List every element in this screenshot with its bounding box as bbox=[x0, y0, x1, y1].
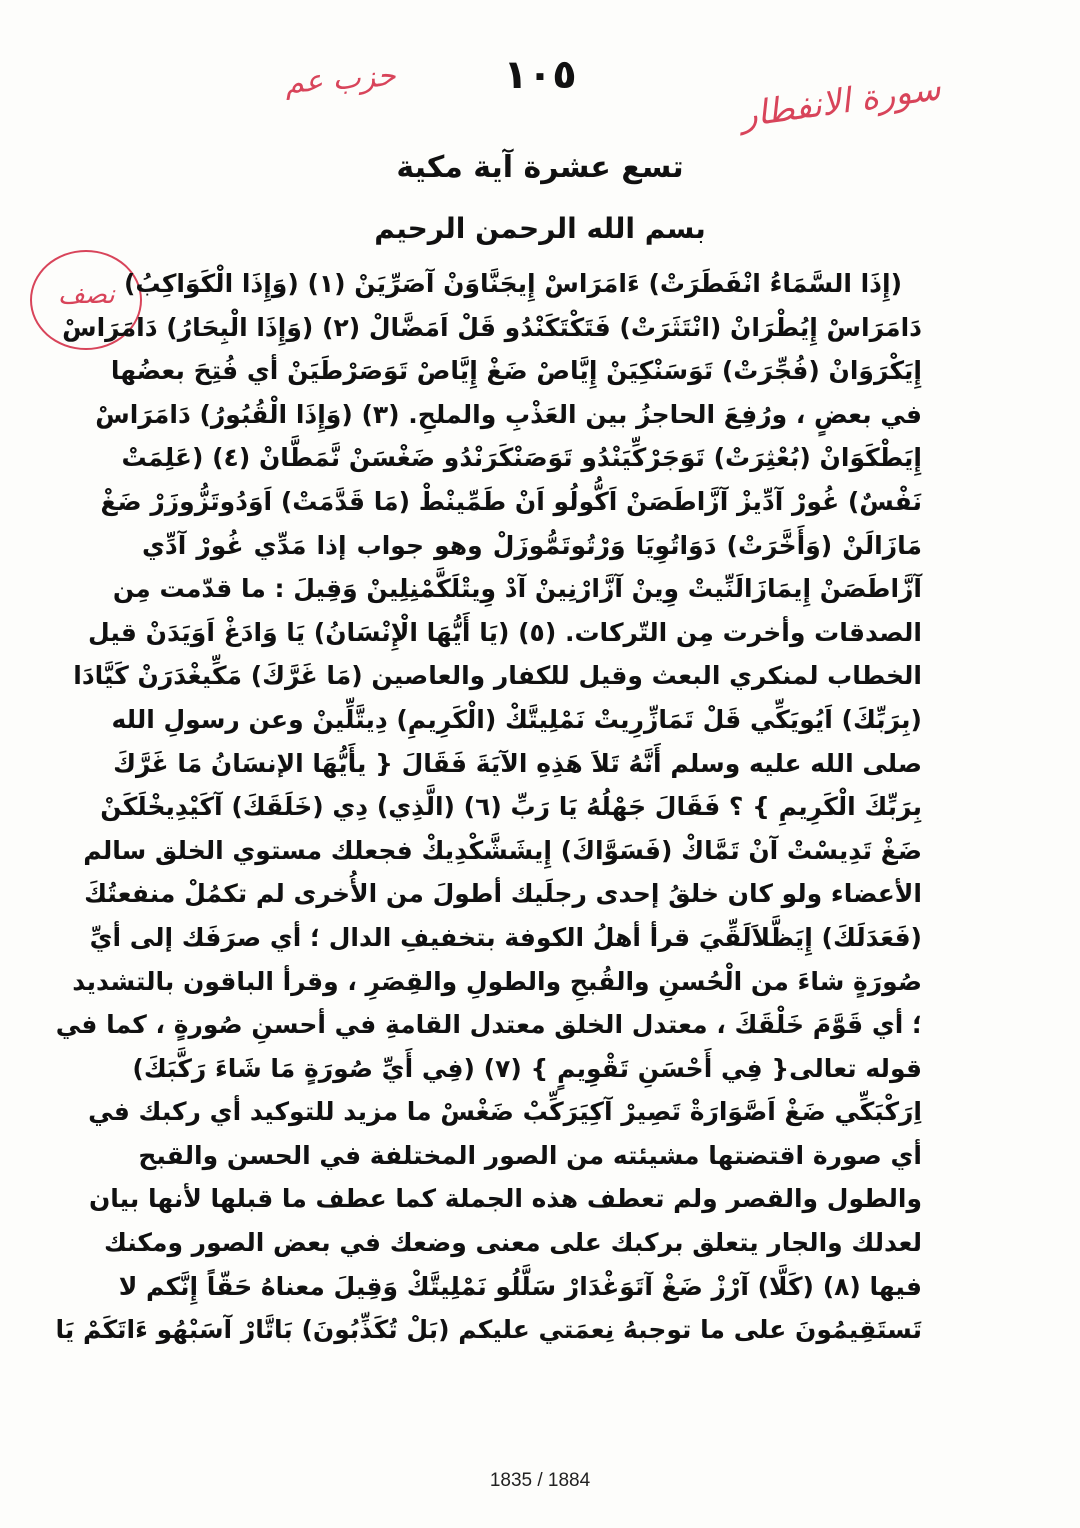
text-line: في بعضٍ ، ورُفِعَ الحاجزُ بين العَذْبِ والملحِ. (٣) (وَإِذَا الْقُبُورُ) دَامَرَاسْ bbox=[95, 399, 922, 429]
text-line: بِرَبِّكَ الْكَرِيمِ } ؟ فَقَالَ جَهْلُهُ يَا رَبِّ (٦) (الَّذِي) دِي (خَلَقَكَ) آكَيْدِيخْلَكَنْ bbox=[100, 792, 922, 822]
text-line: اِرَكْبَكِّي ضَغْ اَصَّوَارَةْ تَصِيرْ آكِيَرَكِّبْ ضَغْسْ ما مزيد للتوكيد أي ركبك في bbox=[88, 1097, 922, 1127]
text-line: أي صورة اقتضتها مشيئته من الصور المختلفة في الحسن والقبح bbox=[138, 1140, 922, 1170]
text-line: ؛ أي قَوَّمَ خَلْقَكَ ، معتدل الخلق معتدل القامةِ في أحسنِ صُورةٍ ، كما في bbox=[55, 1010, 922, 1040]
page-counter: 1835 / 1884 bbox=[489, 1470, 591, 1491]
text-line: صُورَةٍ شاءَ من الْحُسنِ والقُبحِ والطولِ والقِصَرِ ، وقرأ الباقون بالتشديد bbox=[72, 966, 922, 996]
verse-count-heading: تسع عشرة آية مكية bbox=[396, 150, 684, 185]
text-line: (بِرَبِّكَ) اَيُويَكِّي قَلْ تَمَازِّرِيتْ نَمْلِيتَّكْ (الْكَرِيمِ) دِيتَّلِّينْ وعن رسولِ الله bbox=[111, 704, 922, 734]
text-line: فيها (٨) (كَلَّا) آرْزْ ضَغْ آتَوَغْدَارْ سَلَّلُو نَمْلِيتَّكْ وَقِيلَ معناهُ حَقّاً إِنَّكم لا bbox=[118, 1271, 922, 1301]
surah-handwritten-note: سورة الانفطار bbox=[738, 68, 944, 136]
text-line: مَازَالَنْ (وَأَخَّرَتْ) دَوَاتُوِيَا وَرْتُوتَمُّوزَلْ وهو جواب إذا مَدِّي غُورْ آدِّي bbox=[142, 530, 922, 560]
text-line: الصدقات وأخرت مِن التّركات. (٥) (يَا أَيُّهَا الْإِنْسَانُ) يَا وَادَغْ اَوَيَدَنْ قيل bbox=[88, 617, 922, 647]
hizb-handwritten-note: حزب عم bbox=[283, 58, 397, 101]
text-line: نَفْسٌ) غُورْ آدِّيزْ آزَّاطَصَنْ اَكُّولُو اَنْ طَمِّينْطْ (مَا قَدَّمَتْ) اَوَدُوتَزُّوزَرْ ضَغْ bbox=[100, 486, 922, 516]
text-line: تَستَقِيمُونَ على ما توجبهُ نِعمَتي عليكم (بَلْ تُكَذِّبُونَ) بَاتَّارْ آسَبْهُو ءَاتَكَمْ يَا bbox=[55, 1315, 922, 1345]
text-line: الأعضاء ولو كان خلقُ إحدى رجلَيك أطولَ من الأُخرى لم تكمُلْ منفعتُكَ bbox=[84, 879, 922, 909]
text-line: (فَعَدَلَكَ) إِيَظَّلاَلَقِّيَ قرأ أهلُ الكوفة بتخفيفِ الدال ؛ أي صرَفَك إلى أيِّ bbox=[89, 922, 922, 952]
text-line: قوله تعالى{ فِي أَحْسَنِ تَقْوِيمٍ } (٧) (فِي أَيِّ صُورَةٍ مَا شَاءَ رَكَّبَكَ) bbox=[132, 1053, 922, 1083]
text-line: آزَّاطَصَنْ إِيمَازَالَنِّيتْ وِينْ آزَّارْنِينْ آدْ وِيتْلَكَّمْنِلِينْ وَقِيلَ : ما قدّمت مِن bbox=[112, 574, 922, 604]
text-line: صلى الله عليه وسلم أَنَّهُ تَلاَ هَذِهِ الآيَةَ فَقَالَ { يأَيُّهَا الإنسَانُ مَا غَرَّكَ bbox=[113, 748, 922, 778]
text-line: دَامَرَاسْ إِيُطْرَانْ (انْتَثَرَتْ) فَتَكْتَكَنْدُو قَلْ اَمَضَّالْ (٢) (وَإِذَا الْبِحَارُ) دَامَرَاسْ bbox=[62, 312, 922, 342]
text-line: إِيَطْكَوَانْ (بُعْثِرَتْ) تَوَجَرْكِّيَنْدُو تَوَصَنْكَرَنْدُو ضَغْسَنْ نَّمَطَّانْ (٤) (عَلِمَتْ bbox=[121, 443, 922, 473]
text-line: ضَغْ تَدِيسْتْ آنْ تَمَّاكْ (فَسَوَّاكَ) إِيشَشَّكْدِيكْ فجعلك مستوي الخلق سالم bbox=[83, 835, 922, 865]
basmala-heading: بسم الله الرحمن الرحيم bbox=[374, 212, 706, 245]
text-line: والطول والقصر ولم تعطف هذه الجملة كما عطف ما قبلها لأنها بيان bbox=[88, 1184, 922, 1214]
text-line: إِيَكْرَوَانْ (فُجِّرَتْ) تَوَسَنْكِيَنْ إِيَّاصْ ضَغْ إِيَّاصْ تَوَصَرْطَيَنْ أي فُتِحَ بعضُها bbox=[110, 356, 922, 386]
page-number: ١٠٥ bbox=[503, 52, 577, 98]
text-line: لعدلك والجار يتعلق بركبك على معنى وضعك في بعض الصور ومكنك bbox=[103, 1228, 922, 1258]
margin-handwritten-note: نصف bbox=[58, 280, 115, 310]
text-line: (إِذَا السَّمَاءُ انْفَطَرَتْ) ءَامَرَاسْ إِيجَنَّاوَنْ آصَرِّيَنْ (١) (وَإِذَا الْكَوَاكِبُ) bbox=[123, 269, 902, 298]
text-line: الخطاب لمنكري البعث وقيل للكفار والعاصين (مَا غَرَّكَ) مَكِّيغْدَرَنْ كَيَّادَا bbox=[73, 661, 922, 691]
